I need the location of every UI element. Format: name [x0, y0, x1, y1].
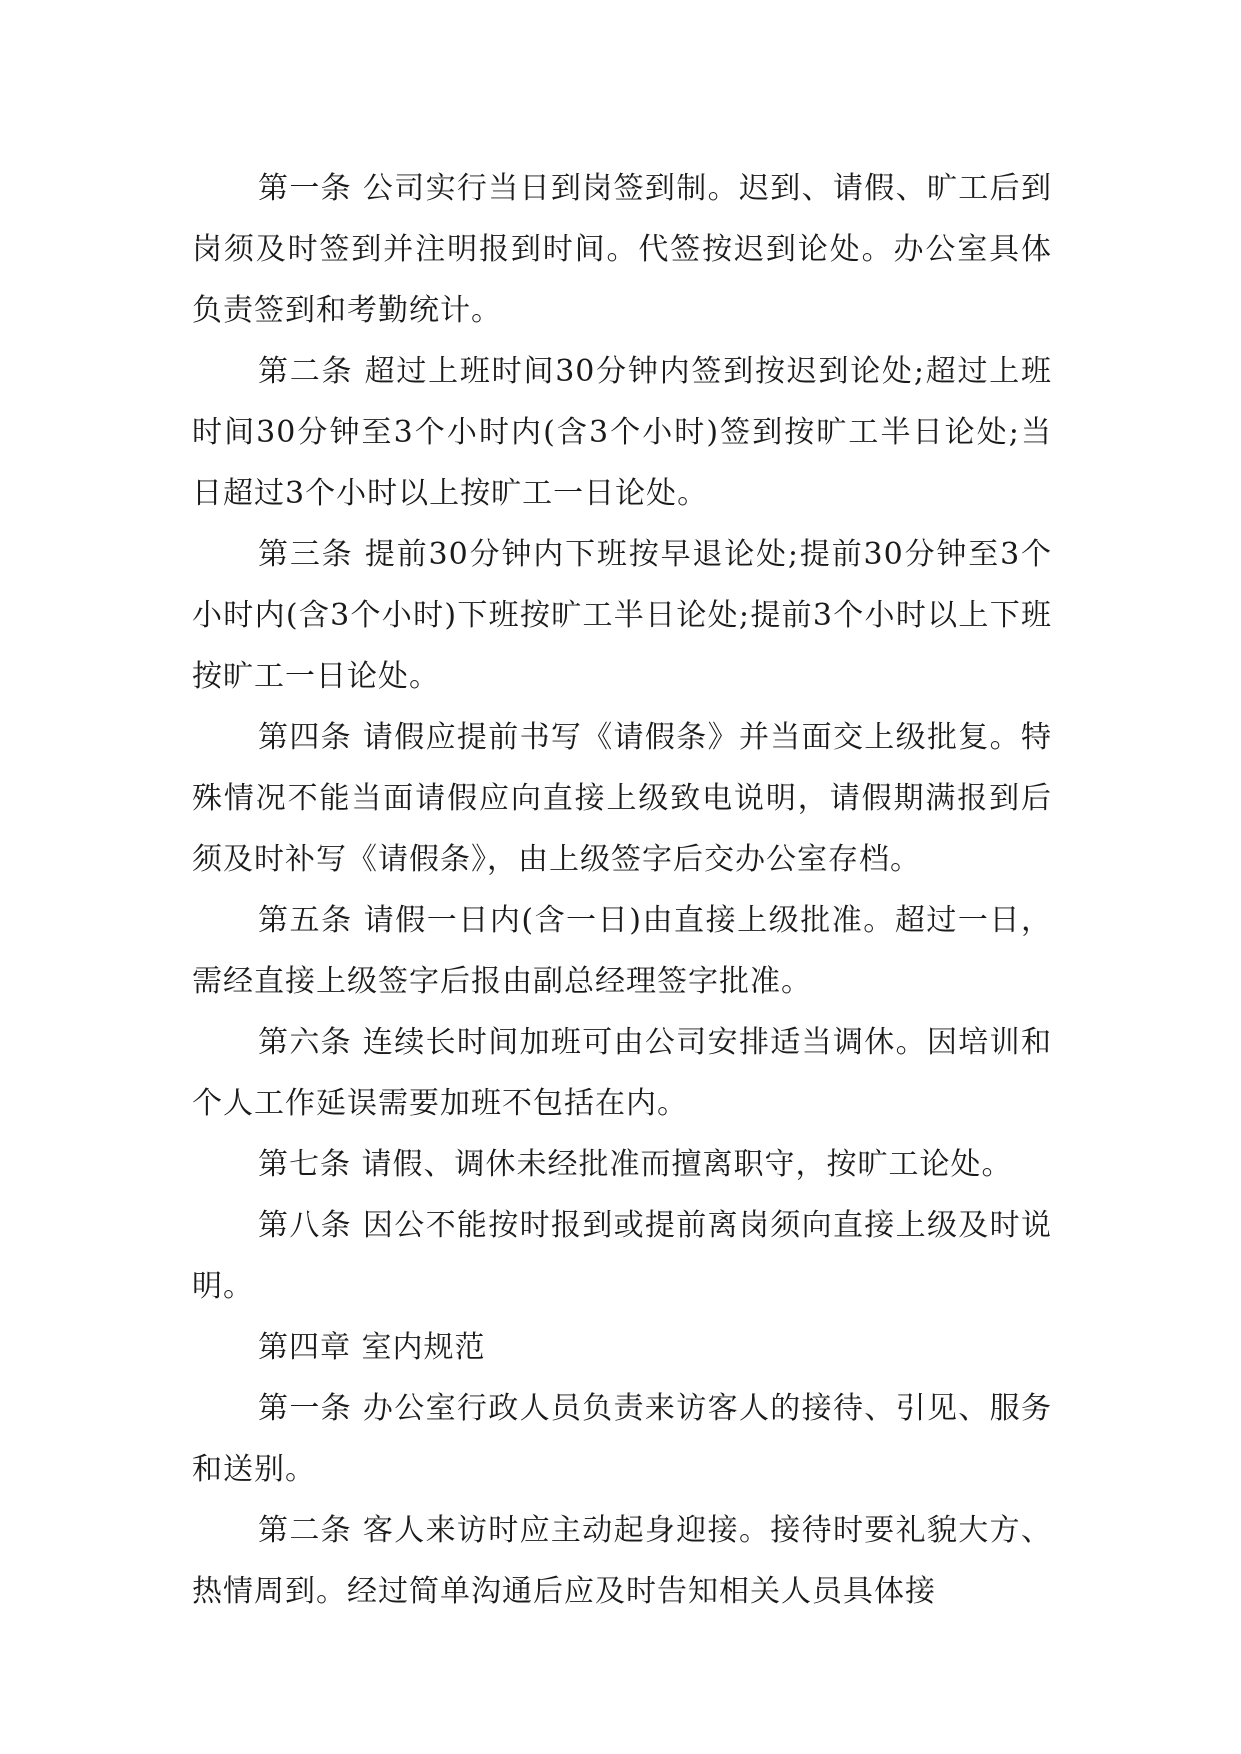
paragraph-article-3-early-leave: 第三条 提前30分钟内下班按早退论处;提前30分钟至3个小时内(含3个小时)下班按旷工半日论处;提前3个小时以上下班按旷工一日论处。 [192, 537, 1052, 694]
paragraph-article-6-overtime: 第六条 连续长时间加班可由公司安排适当调休。因培训和个人工作延误需要加班不包括在内。 [192, 1025, 1052, 1121]
paragraph-article-4-leave-request: 第四条 请假应提前书写《请假条》并当面交上级批复。特殊情况不能当面请假应向直接上级致电说明，请假期满报到后须及时补写《请假条》，由上级签字后交办公室存档。 [192, 720, 1052, 877]
paragraph-article-2-late: 第二条 超过上班时间30分钟内签到按迟到论处;超过上班时间30分钟至3个小时内(含3个小时)签到按旷工半日论处;当日超过3个小时以上按旷工一日论处。 [192, 354, 1052, 511]
chapter-heading: 第四章 室内规范 [258, 1330, 486, 1365]
paragraph-chapter4-article-1: 第一条 办公室行政人员负责来访客人的接待、引见、服务和送别。 [192, 1391, 1052, 1487]
document-body [192, 158, 1052, 1622]
paragraph-article-8-business: 第八条 因公不能按时报到或提前离岗须向直接上级及时说明。 [192, 1208, 1052, 1304]
paragraph-article-1-attendance: 第一条 公司实行当日到岗签到制。迟到、请假、旷工后到岗须及时签到并注明报到时间。代签按迟到论处。办公室具体负责签到和考勤统计。 [192, 171, 1052, 328]
paragraph-chapter4-article-2: 第二条 客人来访时应主动起身迎接。接待时要礼貌大方、热情周到。经过简单沟通后应及时告知相关人员具体接 [192, 1513, 1052, 1609]
paragraph-article-5-approval: 第五条 请假一日内(含一日)由直接上级批准。超过一日，需经直接上级签字后报由副总经理签字批准。 [192, 903, 1052, 999]
paragraph-article-7-absence: 第七条 请假、调休未经批准而擅离职守，按旷工论处。 [258, 1147, 1013, 1182]
